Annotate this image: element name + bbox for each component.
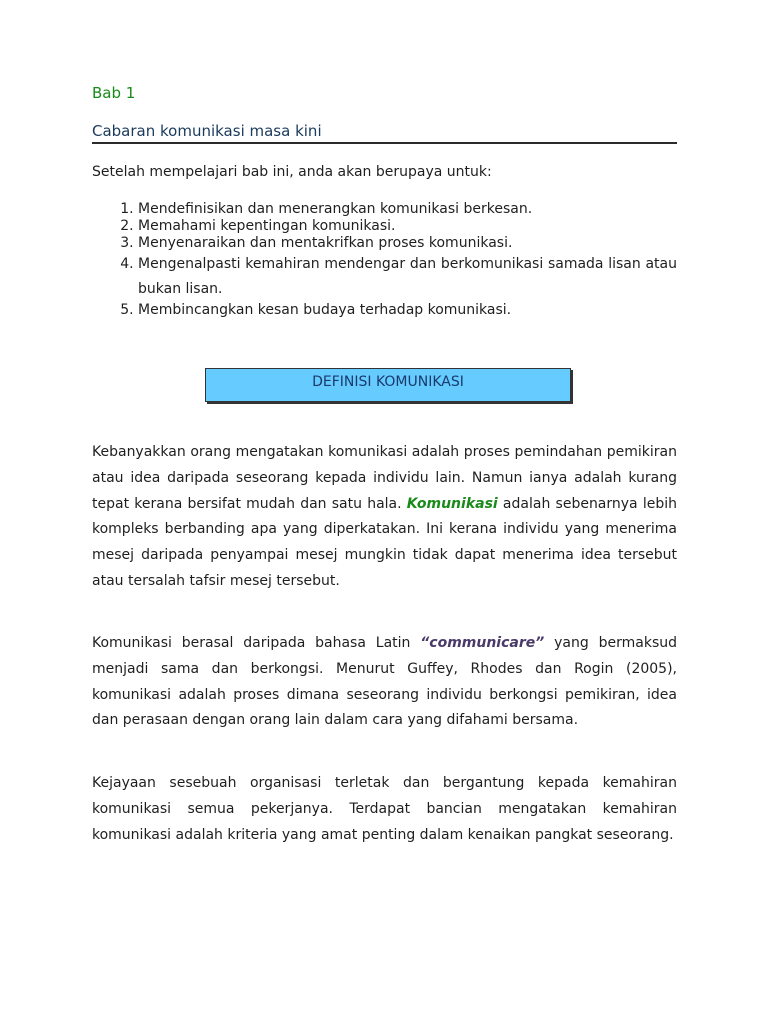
paragraph-text: Kebanyakkan orang mengatakan komunikasi adalah proses pemindahan pemikiran atau idea daripada seseorang kepada individu lain. Namun ianya adalah kurang tepat kerana bersifat mudah dan satu hala. <box>92 444 677 512</box>
list-item: 5. Membincangkan kesan budaya terhadap komunikasi. <box>138 302 677 319</box>
list-item: 4. Mengenalpasti kemahiran mendengar dan berkomunikasi samada lisan atau bukan lisan. <box>138 252 677 302</box>
list-item: 2. Memahami kepentingan komunikasi. <box>138 218 677 235</box>
list-item: 3. Menyenaraikan dan mentakrifkan proses komunikasi. <box>138 235 677 252</box>
paragraph-origin <box>92 631 677 734</box>
section-heading: DEFINISI KOMUNIKASI <box>312 374 464 390</box>
chapter-label: Bab 1 <box>92 84 136 102</box>
paragraph-text: yang bermaksud menjadi sama dan berkongsi. Menurut Guffey, Rhodes dan Rogin (2005), komunikasi adalah proses dimana seseorang individu berkongsi pemikiran, idea dan perasaan dengan orang lain dalam cara yang difahami bersama. <box>92 635 677 729</box>
intro-text: Setelah mempelajari bab ini, anda akan berupaya untuk: <box>92 164 492 180</box>
highlighted-term: Komunikasi <box>406 495 498 512</box>
list-item: 1. Mendefinisikan dan menerangkan komunikasi berkesan. <box>138 201 677 218</box>
latin-term: “communicare” <box>420 635 545 651</box>
chapter-title: Cabaran komunikasi masa kini <box>92 122 677 144</box>
section-heading-box <box>205 368 571 402</box>
paragraph-definition <box>92 440 677 595</box>
objectives-list <box>92 201 677 319</box>
paragraph-text: Komunikasi berasal daripada bahasa Latin <box>92 635 421 651</box>
paragraph-organization: Kejayaan sesebuah organisasi terletak dan bergantung kepada kemahiran komunikasi semua pekerjanya. Terdapat bancian mengatakan kemahiran komunikasi adalah kriteria yang amat penting dalam kenaikan pangkat seseorang. <box>92 775 677 843</box>
paragraph-text: adalah sebenarnya lebih kompleks berbanding apa yang diperkatakan. Ini kerana individu yang menerima mesej daripada penyampai mesej mungkin tidak dapat menerima idea tersebut atau tersalah tafsir mesej tersebut. <box>92 495 678 589</box>
